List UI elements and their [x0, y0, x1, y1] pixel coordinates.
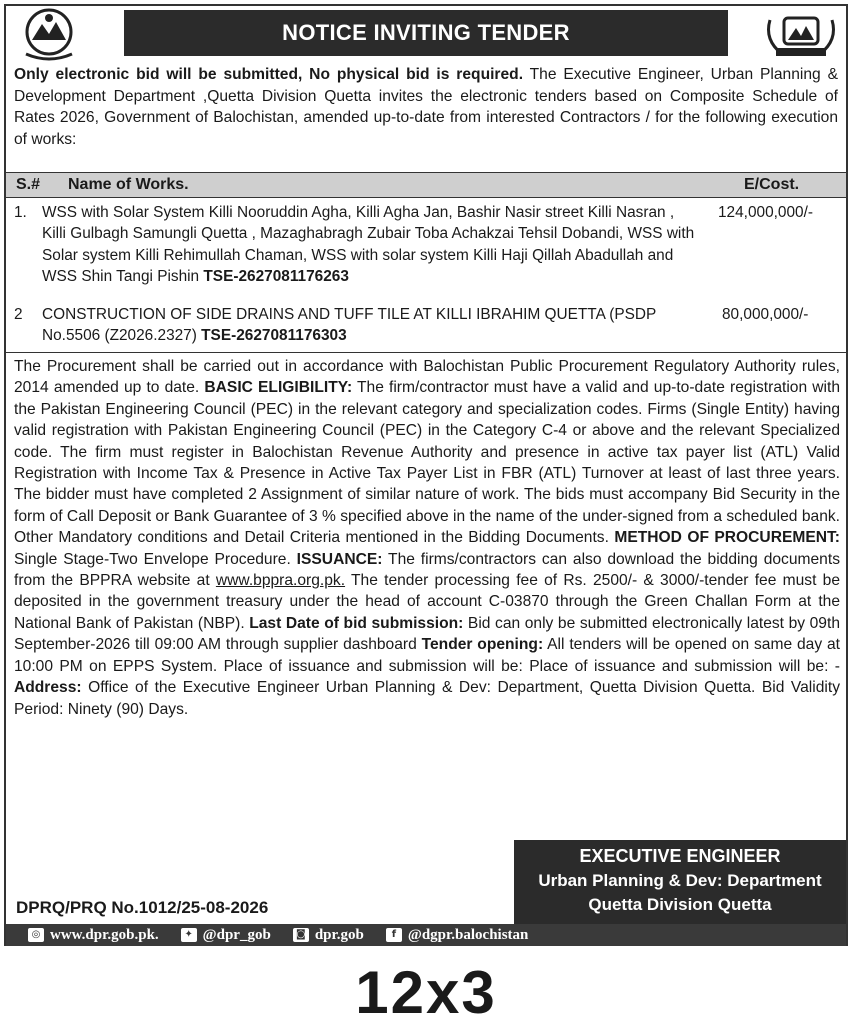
social-item-facebook[interactable]: [386, 927, 529, 944]
page-title: NOTICE INVITING TENDER: [124, 10, 728, 56]
department-emblem-icon: [762, 10, 840, 62]
social-twitter-text: @dpr_gob: [202, 926, 271, 943]
table-row: [14, 202, 840, 288]
social-facebook-text: @dgpr.balochistan: [407, 926, 529, 943]
header-name: Name of Works.: [68, 176, 189, 193]
table-row: [14, 304, 840, 348]
signatory-title: EXECUTIVE ENGINEER: [579, 846, 781, 866]
intro-paragraph: [14, 64, 838, 150]
social-website-text: www.dpr.gob.pk.: [50, 926, 159, 943]
row-tse: TSE-2627081176303: [201, 327, 347, 345]
signatory-dept: Urban Planning & Dev: Department: [538, 871, 822, 890]
bppra-link[interactable]: www.bppra.org.pk.: [215, 572, 346, 590]
intro-text: The Executive Engineer, Urban Planning & Development Department ,Quetta Division Quetta invites the electronic tenders based on Composite Schedule of Rates 2026, Government of Balochistan, amended up-to-date from interested Contractors / for the following execution of works:: [14, 66, 838, 148]
intro-lead: Only electronic bid will be submitted, No physical bid is required.: [14, 66, 524, 83]
heading-last-date: Last Date of bid submission:: [249, 614, 464, 632]
social-item-twitter[interactable]: [181, 927, 271, 944]
balochistan-emblem-icon: [14, 6, 84, 62]
row-name: WSS with Solar System Killi Nooruddin Agha, Killi Agha Jan, Bashir Nasir street Killi Nasran , Killi Gulbagh Samungli Quetta , Mazaghabragh Zubair Toba Achakzai Tehsil Dobandi, WSS with Solar system Killi Rehimullah Chaman, WSS with solar system Killi Haji Qillah Abadullah and WSS Shin Tangi Pishin TSE-2627081176263: [42, 204, 695, 285]
table-header: [6, 172, 846, 198]
row-cost: 124,000,000/-: [718, 204, 813, 221]
row-cost: 80,000,000/-: [722, 306, 809, 323]
heading-address: Address:: [14, 679, 82, 697]
table-bottom-rule: [6, 352, 846, 353]
social-instagram-text: dpr.gob: [314, 926, 364, 943]
twitter-icon: ✦: [181, 928, 197, 942]
social-bar: [6, 924, 846, 946]
heading-eligibility: BASIC ELIGIBILITY:: [204, 379, 353, 397]
ad-size-label: 12x3: [355, 959, 497, 1026]
header-sno: S.#: [16, 176, 41, 193]
social-item-instagram[interactable]: [293, 927, 364, 944]
signatory-box: [514, 840, 846, 924]
heading-issuance: ISSUANCE:: [296, 550, 383, 568]
heading-opening: Tender opening:: [421, 636, 544, 654]
instagram-icon: ◙: [293, 928, 309, 942]
social-item-website[interactable]: [28, 927, 159, 944]
row-sno: 1.: [14, 204, 27, 221]
globe-icon: ◎: [28, 928, 44, 942]
dprq-number: DPRQ/PRQ No.1012/25-08-2026: [16, 898, 269, 917]
facebook-icon: f: [386, 928, 402, 942]
header-cost: E/Cost.: [744, 176, 800, 193]
terms-paragraph: The Procurement shall be carried out in accordance with Balochistan Public Procurement Regulatory Authority rules, 2014 amended up to date. BASIC ELIGIBILITY: The firm/contractor must have a valid and up-to-date registration with the Pakistan Engineering Council (PEC) in the relevant category and specialization codes. Firms (Single Entity) having valid registration with Pakistan Engineering Council (PEC) in the Category C-4 or above and the relevant Specialized code. The firm must register in Balochistan Revenue Authority and presence in active tax payer list (ATL) Valid Registration with Income Tax & Presence in Active Tax Payer List in FBR (ATL) Turnover at least of last three years. The bidder must have completed 2 Assignment of similar nature of work. The bids must accompany Bid Security in the form of Call Deposit or Bank Guarantee of 3 % specified above in the name of the under-signed from a scheduled bank. Other Mandatory conditions and Detail Criteria mentioned in the Bidding Documents. METHOD OF PROCUREMENT: Single Stage-Two Envelope Procedure. ISSUANCE: The firms/contractors can also download the bidding documents from the BPPRA website at www.bppra.org.pk. The tender processing fee of Rs. 2500/- & 3000/-tender fee must be deposited in the government treasury under the head of account C-03870 through the Green Challan Form at the National Bank of Pakistan (NBP). Last Date of bid submission: Bid can only be submitted electronically latest by 09th September-2026 till 09:00 AM through supplier dashboard Tender opening: All tenders will be opened on same day at 10:00 PM on EPPS System. Place of issuance and submission will be: Place of issuance and submission will be: - Address: Office of the Executive Engineer Urban Planning & Dev: Department, Quetta Division Quetta. Bid Validity Period: Ninety (90) Days.: [14, 358, 840, 718]
heading-method: METHOD OF PROCUREMENT:: [614, 529, 840, 547]
row-sno: 2: [14, 306, 23, 323]
signatory-location: Quetta Division Quetta: [588, 895, 772, 914]
row-name: CONSTRUCTION OF SIDE DRAINS AND TUFF TILE AT KILLI IBRAHIM QUETTA (PSDP No.5506 (Z2026.2327) TSE-2627081176303: [42, 306, 657, 345]
row-tse: TSE-2627081176263: [203, 267, 349, 285]
